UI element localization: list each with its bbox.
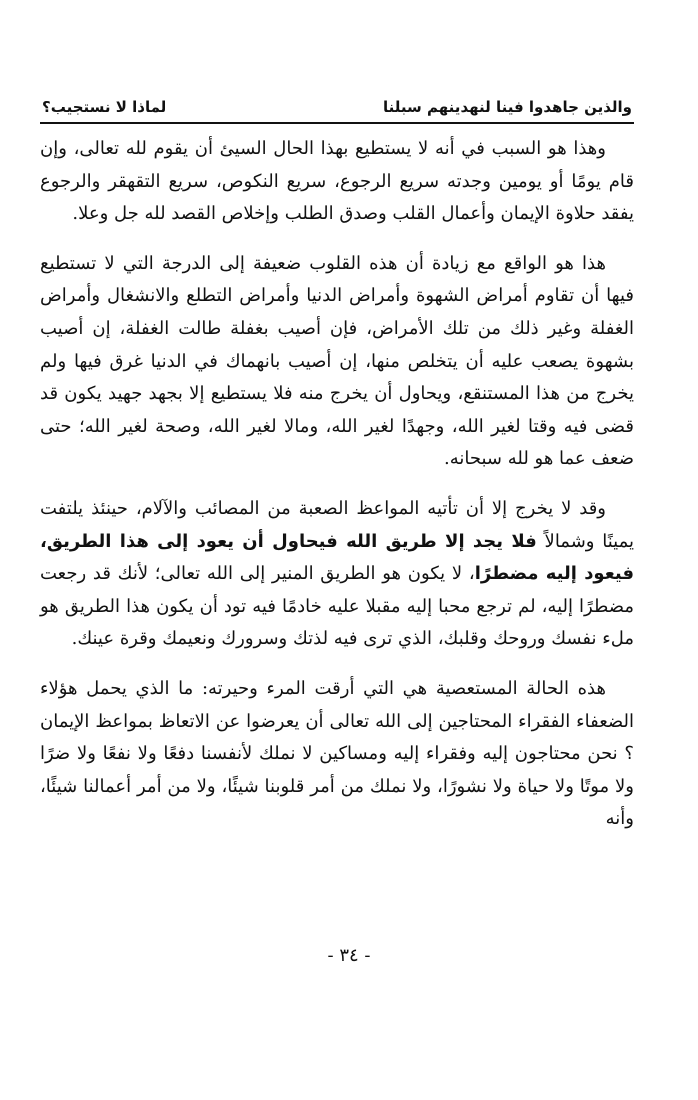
header-divider xyxy=(40,122,634,124)
page-number: - ٣٤ - xyxy=(327,945,371,966)
running-header-chapter-title: لماذا لا نستجيب؟ xyxy=(42,98,167,116)
running-header xyxy=(42,86,632,116)
paragraph-3 xyxy=(40,493,634,656)
running-header-book-title: والذين جاهدوا فينا لنهدينهم سبلنا xyxy=(383,98,632,116)
paragraph-2: هذا هو الواقع مع زيادة أن هذه القلوب ضعيفة إلى الدرجة التي لا تستطيع فيها أن تقاوم أمراض الشهوة وأمراض الدنيا وأمراض التطلع والانشغال وأمراض الغفلة وغير ذلك من تلك الأمراض، فإن أصيب بغفلة طالت الغفلة، إن أصيب بشهوة يصعب عليه أن يتخلص منها، إن أصيب بانهماك في الدنيا غرق فيها ولم يخرج من هذا المستنقع، ويحاول أن يخرج منه فلا يستطيع إلا بجهد جهيد يكون قد قضى فيه وقتا لغير الله، وجهدًا لغير الله، ومالا لغير الله، وصحة لغير الله؛ حتى ضعف عما هو لله سبحانه. xyxy=(40,252,634,470)
paragraph-1: وهذا هو السبب في أنه لا يستطيع بهذا الحال السيئ أن يقوم لله تعالى، وإن قام يومًا أو يومين وجدته سريع الرجوع، سريع النكوص، سريع التقهقر والرجوع يفقد حلاوة الإيمان وأعمال القلب وصدق الطلب وإخلاص القصد لله جل وعلا. xyxy=(40,138,634,225)
paragraph-3-after: ، لا يكون هو الطريق المنير إلى الله تعالى؛ لأنك قد رجعت مضطرًا إليه، لم ترجع محبا إليه مقبلا عليه خادمًا فيه تود أن يكون هذا الطريق هو ملء نفسك وروحك وقلبك، الذي ترى فيه لذتك وسرورك ونعيمك وقرة عينك. xyxy=(40,563,634,650)
body-text xyxy=(40,133,634,853)
paragraph-3-bold-phrase: فلا يجد إلا طريق الله فيحاول أن يعود إلى هذا الطريق، فيعود إليه مضطرًا xyxy=(40,530,635,585)
paragraph-3-before: وقد لا يخرج إلا أن تأتيه المواعظ الصعبة من المصائب والآلام، حينئذ يلتفت يمينًا وشمالاً xyxy=(40,497,634,552)
paragraph-4: هذه الحالة المستعصية هي التي أرقت المرء وحيرته: ما الذي يحمل هؤلاء الضعفاء الفقراء المحتاجين إلى الله تعالى أن يعرضوا عن الاتعاظ بمواعظ الإيمان ؟ نحن محتاجون إليه وفقراء إليه ومساكين لا نملك لأنفسنا دفعًا ولا نفعًا ولا ضرًا ولا موتًا ولا حياة ولا نشورًا، ولا نملك من أمر قلوبنا شيئًا، ولا من أمر أعمالنا شيئًا، وأنه xyxy=(40,677,634,830)
